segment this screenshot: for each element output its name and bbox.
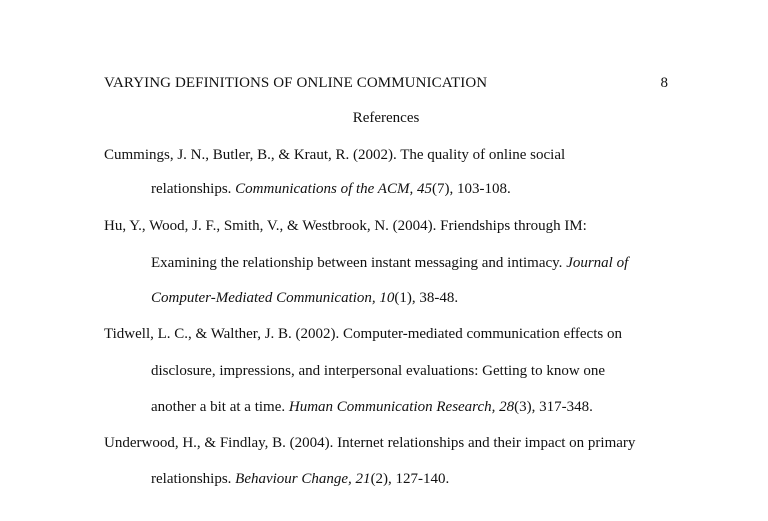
reference-text: (1), 38-48. [394,290,459,306]
journal-title: Communications of the ACM, 45 [235,181,432,197]
running-head [104,73,668,93]
reference-text: (7), 103-108. [431,181,511,197]
reference-hu-line-1: Hu, Y., Wood, J. F., Smith, V., & Westbrook, N. (2004). Friendships through IM: [104,218,587,234]
journal-title: Journal of [566,255,629,271]
reference-text: (3), 317-348. [514,399,593,415]
reference-hu-line-3 [151,288,458,308]
reference-hu-line-2 [151,253,628,273]
reference-text: Examining the relationship between instant messaging and intimacy. [151,255,567,271]
references-heading: References [352,110,420,126]
reference-text: relationships. [151,181,236,197]
reference-text: another a bit at a time. [151,399,289,415]
journal-title: Computer-Mediated Communication, 10 [151,290,395,306]
reference-tidwell-line-3 [151,397,593,417]
page-number: 8 [660,75,668,91]
reference-tidwell-line-2: disclosure, impressions, and interpersonal evaluations: Getting to know one [151,363,606,379]
reference-tidwell-line-1: Tidwell, L. C., & Walther, J. B. (2002). Computer-mediated communication effects on [104,326,622,342]
journal-title: Human Communication Research, 28 [288,399,515,415]
reference-text: (2), 127-140. [370,471,450,487]
journal-title: Behaviour Change, 21 [235,471,371,487]
running-head-title: VARYING DEFINITIONS OF ONLINE COMMUNICATION [104,75,488,91]
reference-cummings-line-2 [151,179,511,199]
reference-text: relationships. [151,471,236,487]
reference-cummings-line-1: Cummings, J. N., Butler, B., & Kraut, R. (2002). The quality of online social [104,147,566,163]
reference-underwood-line-2 [151,469,449,489]
reference-underwood-line-1: Underwood, H., & Findlay, B. (2004). Internet relationships and their impact on primary [104,435,636,451]
